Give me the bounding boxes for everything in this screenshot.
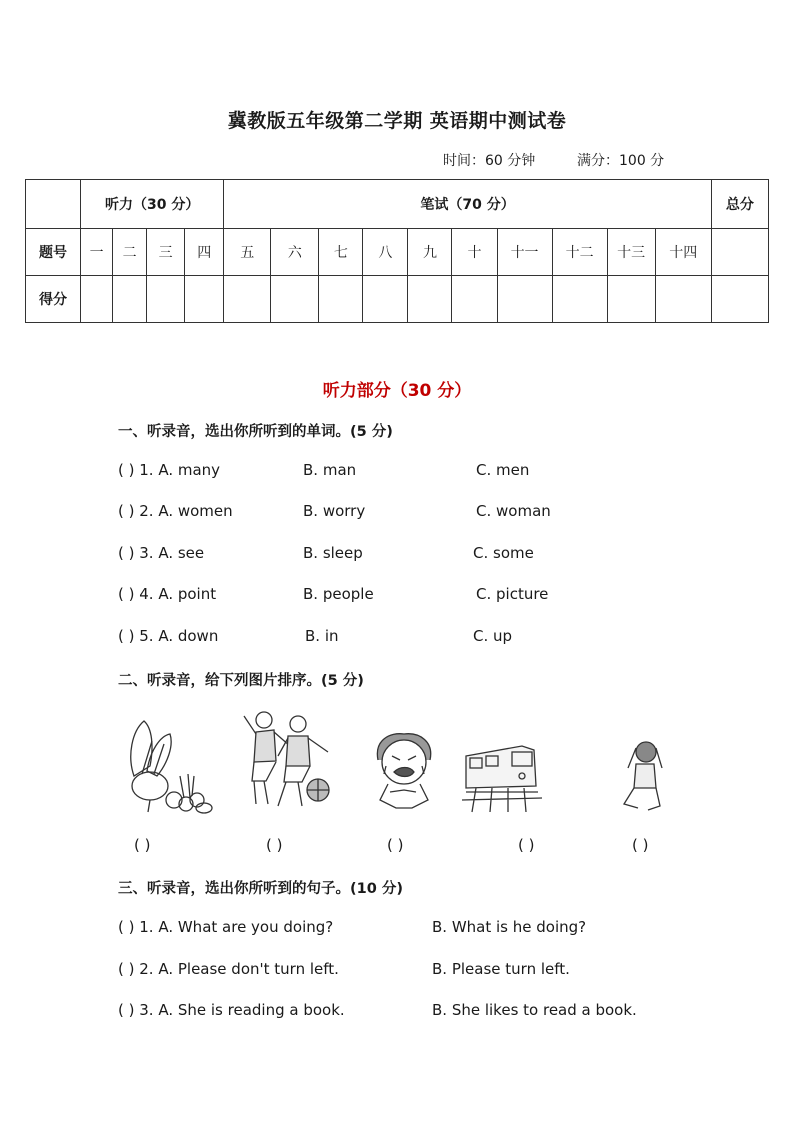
option-c: C. up [473, 627, 513, 645]
order-blank[interactable]: ( ) [632, 836, 649, 854]
option-b: B. worry [303, 502, 366, 520]
part1-heading: 一、听录音，选出你所听到的单词。(5 分) [118, 424, 393, 440]
option-a: ( ) 4. A. point [118, 585, 217, 603]
total-score-cell[interactable] [711, 276, 768, 323]
score-cell[interactable] [552, 276, 607, 323]
question-number: 九 [408, 229, 452, 276]
option-a: ( ) 3. A. see [118, 544, 205, 562]
vegetables-picture [122, 716, 217, 816]
full-score: 满分：100 分 [577, 153, 665, 169]
question-number: 三 [147, 229, 185, 276]
score-cell[interactable] [363, 276, 408, 323]
option-a: ( ) 5. A. down [118, 627, 219, 645]
question-number: 十二 [552, 229, 607, 276]
score-cell[interactable] [497, 276, 552, 323]
order-blank[interactable]: ( ) [387, 836, 404, 854]
question-number: 二 [113, 229, 147, 276]
question-number: 五 [224, 229, 271, 276]
listening-header: 听力（30 分） [81, 180, 224, 229]
listening-section-title: 听力部分（30 分） [322, 381, 472, 401]
time-limit: 时间：60 分钟 [443, 153, 536, 169]
part2-heading: 二、听录音，给下列图片排序。(5 分) [118, 673, 364, 689]
option-a: ( ) 1. A. many [118, 461, 221, 479]
question-number: 十 [452, 229, 497, 276]
score-cell[interactable] [81, 276, 113, 323]
option-a: ( ) 1. A. What are you doing? [118, 918, 334, 936]
part3-heading: 三、听录音，选出你所听到的句子。(10 分) [118, 881, 403, 897]
question-number: 八 [363, 229, 408, 276]
question-number: 十一 [497, 229, 552, 276]
option-c: C. woman [476, 502, 551, 520]
option-c: C. picture [476, 585, 549, 603]
question-number: 十三 [607, 229, 655, 276]
question-number: 七 [319, 229, 363, 276]
question-number: 一 [81, 229, 113, 276]
total-header: 总分 [711, 180, 768, 229]
score-cell[interactable] [113, 276, 147, 323]
question-number: 六 [271, 229, 319, 276]
score-cell[interactable] [452, 276, 497, 323]
score-table [25, 179, 769, 323]
basketball-players-picture [238, 706, 338, 814]
score-cell[interactable] [185, 276, 224, 323]
writing-header: 笔试（70 分） [224, 180, 712, 229]
score-cell[interactable] [655, 276, 711, 323]
crying-child-picture [370, 730, 438, 814]
page-title: 冀教版五年级第二学期 英语期中测试卷 [227, 110, 567, 132]
question-number: 十四 [655, 229, 711, 276]
row-score-label: 得分 [26, 276, 81, 323]
question-number: 四 [185, 229, 224, 276]
score-cell[interactable] [408, 276, 452, 323]
score-cell[interactable] [607, 276, 655, 323]
option-b: B. man [303, 461, 357, 479]
option-b: B. Please turn left. [432, 960, 570, 978]
score-cell[interactable] [224, 276, 271, 323]
order-blank[interactable]: ( ) [266, 836, 283, 854]
row-number-label: 题号 [26, 229, 81, 276]
order-blank[interactable]: ( ) [518, 836, 535, 854]
option-a: ( ) 2. A. women [118, 502, 233, 520]
order-blank[interactable]: ( ) [134, 836, 151, 854]
option-b: B. in [305, 627, 339, 645]
kneeling-girl-picture [618, 738, 670, 814]
blank-cell [26, 180, 81, 229]
option-a: ( ) 3. A. She is reading a book. [118, 1001, 345, 1019]
option-c: C. men [476, 461, 530, 479]
option-b: B. She likes to read a book. [432, 1001, 637, 1019]
score-cell[interactable] [147, 276, 185, 323]
option-c: C. some [473, 544, 534, 562]
score-cell[interactable] [271, 276, 319, 323]
option-a: ( ) 2. A. Please don't turn left. [118, 960, 339, 978]
option-b: B. What is he doing? [432, 918, 587, 936]
option-b: B. sleep [303, 544, 363, 562]
train-picture [462, 736, 542, 814]
blank-cell [711, 229, 768, 276]
score-cell[interactable] [319, 276, 363, 323]
option-b: B. people [303, 585, 374, 603]
